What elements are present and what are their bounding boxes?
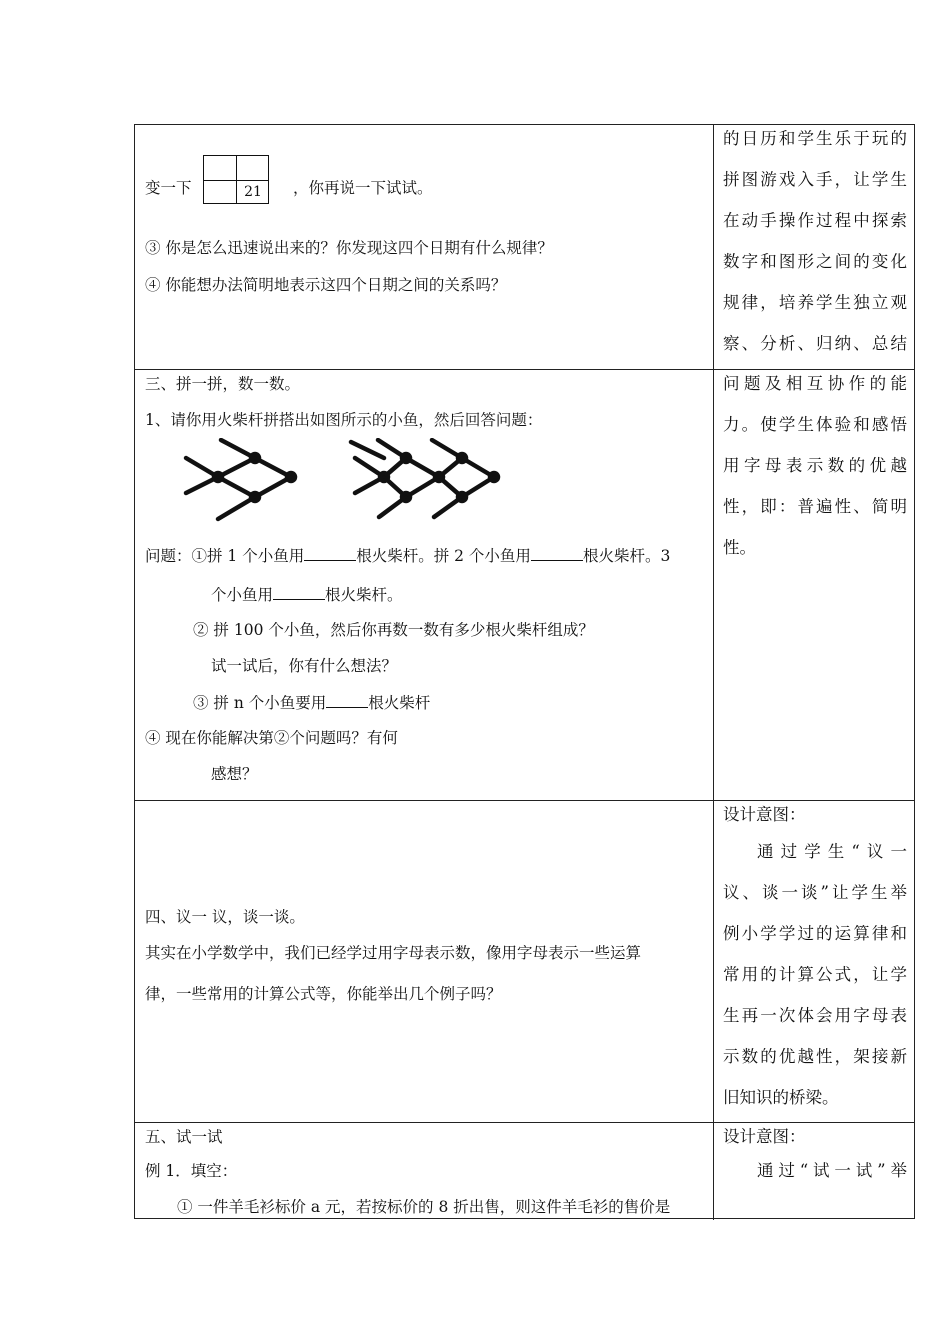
answer-blank[interactable]: [304, 545, 356, 561]
question-4: ④ 现在你能解决第②个问题吗？有何: [145, 729, 398, 747]
answer-blank[interactable]: [273, 584, 325, 600]
side-line: 例小学学过的运算律和: [723, 924, 907, 943]
side-line: 通过“试一试”举: [757, 1161, 907, 1180]
question-1-cont: 个小鱼用 根火柴杆。: [211, 586, 403, 604]
side-line: 在动手操作过程中探索: [723, 211, 907, 230]
paragraph-line: 律，一些常用的计算公式等，你能举出几个例子吗？: [145, 985, 502, 1003]
section-title: 四、议一 议，谈一谈。: [145, 908, 305, 926]
side-line: 察、分析、归纳、总结: [723, 334, 907, 353]
calendar-grid: [203, 155, 269, 204]
row1-question-4: ④ 你能想办法简明地表示这四个日期之间的关系吗？: [145, 276, 507, 294]
side-line: 拼图游戏入手，让学生: [723, 170, 907, 189]
section-title: 三、拼一拼，数一数。: [145, 375, 301, 393]
section-title: 五、试一试: [145, 1128, 223, 1146]
question-4-followup: 感想？: [211, 765, 258, 783]
answer-blank[interactable]: [531, 545, 583, 561]
side-line: 的日历和学生乐于玩的: [723, 129, 907, 148]
side-line: 性。: [723, 538, 756, 557]
question-1-line: 问题：①拼 1 个小鱼用 根火柴杆。拼 2 个小鱼用 根火柴杆。3: [145, 547, 671, 565]
side-line: 性，即：普遍性、简明: [723, 497, 907, 516]
column-divider: [713, 801, 714, 1122]
table-row: [135, 801, 914, 1123]
table-row: [135, 125, 914, 370]
matchstick-fish-figure: [181, 438, 511, 528]
side-line: 旧知识的桥梁。: [723, 1088, 839, 1107]
row1-lead: 变一下: [145, 179, 192, 197]
calendar-grid-value: 21: [244, 184, 262, 200]
question-2-followup: 试一试后，你有什么想法？: [211, 657, 398, 675]
side-line: 数字和图形之间的变化: [723, 252, 907, 271]
column-divider: [713, 1123, 714, 1220]
side-line: 规律，培养学生独立观: [723, 293, 907, 312]
side-line: 问题及相互协作的能: [723, 374, 907, 393]
side-line: 常用的计算公式，让学: [723, 965, 907, 984]
side-line: 议、谈一谈”让学生举: [723, 883, 907, 902]
row1-tail: ，你再说一下试试。: [293, 179, 433, 197]
design-intent-heading: 设计意图：: [723, 1127, 806, 1146]
example-label: 例 1．填空：: [145, 1162, 238, 1180]
lesson-plan-table: [134, 124, 915, 1219]
column-divider: [713, 370, 714, 800]
side-line: 示数的优越性，架接新: [723, 1047, 907, 1066]
column-divider: [713, 125, 714, 369]
example-item-1: ① 一件羊毛衫标价 a 元，若按标价的 8 折出售，则这件羊毛衫的售价是: [177, 1198, 671, 1216]
task-text: 1、请你用火柴杆拼搭出如图所示的小鱼，然后回答问题：: [145, 411, 543, 429]
design-intent-heading: 设计意图：: [723, 805, 806, 824]
side-line: 用字母表示数的优越: [723, 456, 907, 475]
paragraph-line: 其实在小学数学中，我们已经学过用字母表示数，像用字母表示一些运算: [145, 944, 642, 962]
side-line: 力。使学生体验和感悟: [723, 415, 907, 434]
table-row: [135, 370, 914, 801]
side-line: 通过学生“议一: [757, 842, 907, 861]
question-2: ② 拼 100 个小鱼，然后你再数一数有多少根火柴杆组成？: [193, 621, 594, 639]
answer-blank[interactable]: [326, 692, 368, 708]
row1-question-3: ③ 你是怎么迅速说出来的？你发现这四个日期有什么规律？: [145, 239, 553, 257]
side-line: 生再一次体会用字母表: [723, 1006, 907, 1025]
table-row: [135, 1123, 914, 1220]
question-3-line: ③ 拼 n 个小鱼要用 根火柴杆: [193, 694, 431, 712]
